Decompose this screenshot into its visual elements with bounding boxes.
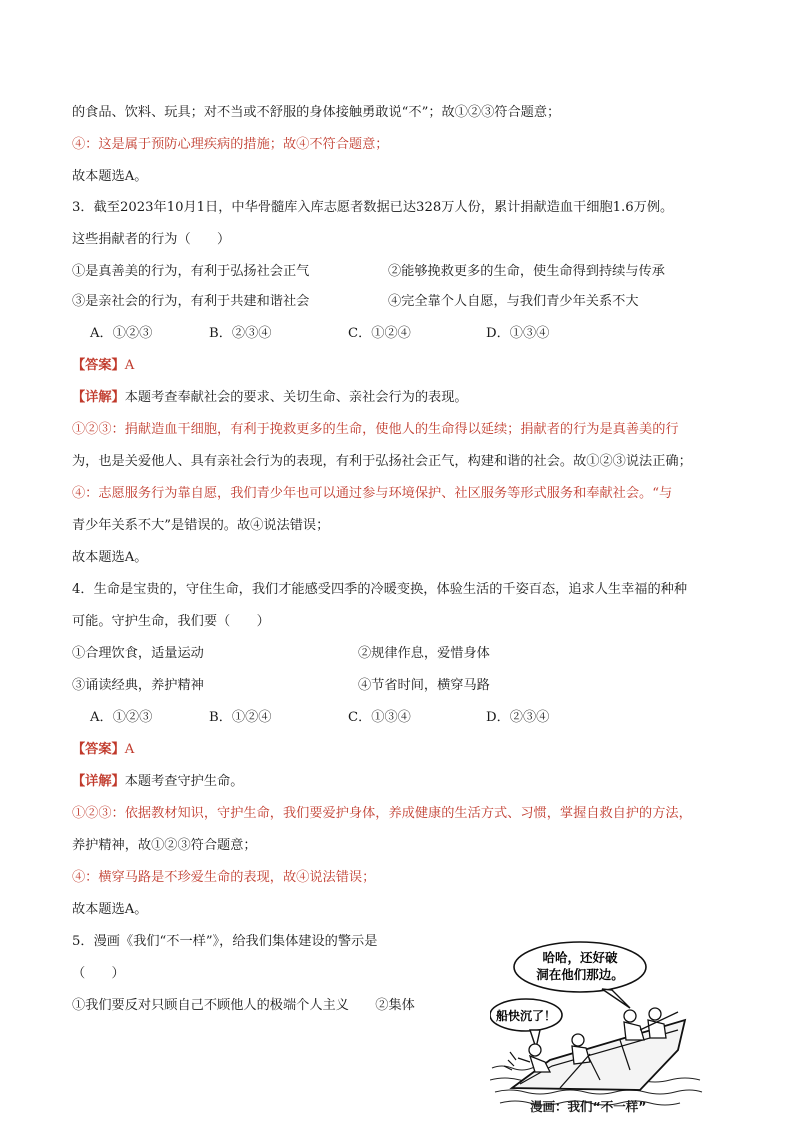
answer-label: 【答案】 [72,742,125,757]
q3-explanation: 青少年关系不大”是错误的。故④说法错误； [72,518,330,533]
q3-stem: 3．截至2023年10月1日，中华骨髓库入库志愿者数据已达328万人份，累计捐献造血干细胞1.6万例。 [72,200,674,215]
q3-answer [72,357,134,375]
q5-bracket: （ ） [72,966,125,981]
q4-stem: 4．生命是宝贵的，守住生命，我们才能感受四季的冷暖变换，体验生活的千姿百态，追求人生幸福的种种 [72,582,688,597]
detail-text: 本题考查奉献社会的要求、关切生命、亲社会行为的表现。 [124,390,468,405]
answer-value: A [124,742,135,757]
q5-stem: 5．漫画《我们“不一样”》，给我们集体建设的警示是 [72,934,378,949]
q5-option-line: ①我们要反对只顾自己不顾他人的极端个人主义 ②集体 [72,998,415,1013]
q3-option-1: ①是真善美的行为，有利于弘扬社会正气 [72,264,310,279]
bubble-text-left: 船快沉了！ [495,1009,557,1023]
q4-explanation: ①②③：依据教材知识，守护生命，我们要爱护身体，养成健康的生活方式、习惯，掌握自救自护的方法， [72,806,692,821]
q4-option-2: ②规律作息，爱惜身体 [358,646,490,661]
bubble-text-top-2: 洞在他们那边。 [536,967,624,982]
q3-stem-cont: 这些捐献者的行为（ ） [72,232,231,247]
q4-choice-d: D．②③④ [486,710,550,725]
q3-explanation: ④：志愿服务行为靠自愿，我们青少年也可以通过参与环境保护、社区服务等形式服务和奉献社会。“与 [72,486,673,501]
q3-option-3: ③是亲社会的行为，有利于共建和谐社会 [72,294,310,309]
bubble-text-top-1: 哈哈，还好破 [542,950,618,965]
q3-choice-a: A．①②③ [90,326,153,341]
detail-text: 本题考查守护生命。 [124,774,244,789]
answer-value: A [124,358,135,373]
q3-option-4: ④完全靠个人自愿，与我们青少年关系不大 [388,294,639,309]
q4-explanation: 养护精神，故①②③符合题意； [72,838,257,853]
q4-choice-c: C．①③④ [348,710,411,725]
detail-label: 【详解】 [72,774,125,789]
answer-label: 【答案】 [72,358,125,373]
q4-stem-cont: 可能。守护生命，我们要（ ） [72,614,270,629]
detail-label: 【详解】 [72,390,125,405]
q4-option-1: ①合理饮食，适量运动 [72,646,204,661]
q3-choice-c: C．①②④ [348,326,411,341]
q4-option-3: ③诵读经典，养护精神 [72,678,204,693]
q4-choice-b: B．①②④ [209,710,272,725]
q3-explanation: 为，也是关爱他人、具有亲社会行为的表现，有利于弘扬社会正气，构建和谐的社会。故①②③说法正确； [72,454,692,469]
text-line-red: ④：这是属于预防心理疾病的措施；故④不符合题意； [72,137,389,152]
q3-conclusion: 故本题选A。 [72,550,148,565]
q4-detail [72,773,243,791]
q4-explanation: ④：横穿马路是不珍爱生命的表现，故④说法错误； [72,870,376,885]
q4-choice-a: A．①②③ [90,710,153,725]
q4-answer [72,741,134,759]
q3-option-2: ②能够挽救更多的生命，使生命得到持续与传承 [388,264,665,279]
cartoon-illustration [490,940,705,1118]
cartoon-caption: 漫画：我们“不一样” [530,1099,647,1114]
q3-detail [72,389,468,407]
text-line: 故本题选A。 [72,169,148,184]
q4-option-4: ④节省时间，横穿马路 [358,678,490,693]
text-line: 的食品、饮料、玩具；对不当或不舒服的身体接触勇敢说“不”；故①②③符合题意； [72,105,561,120]
q3-explanation: ①②③：捐献造血干细胞，有利于挽救更多的生命，使他人的生命得以延续；捐献者的行为是真善美的行 [72,422,679,437]
q4-conclusion: 故本题选A。 [72,902,148,917]
q3-choice-d: D．①③④ [486,326,550,341]
q3-choice-b: B．②③④ [209,326,272,341]
